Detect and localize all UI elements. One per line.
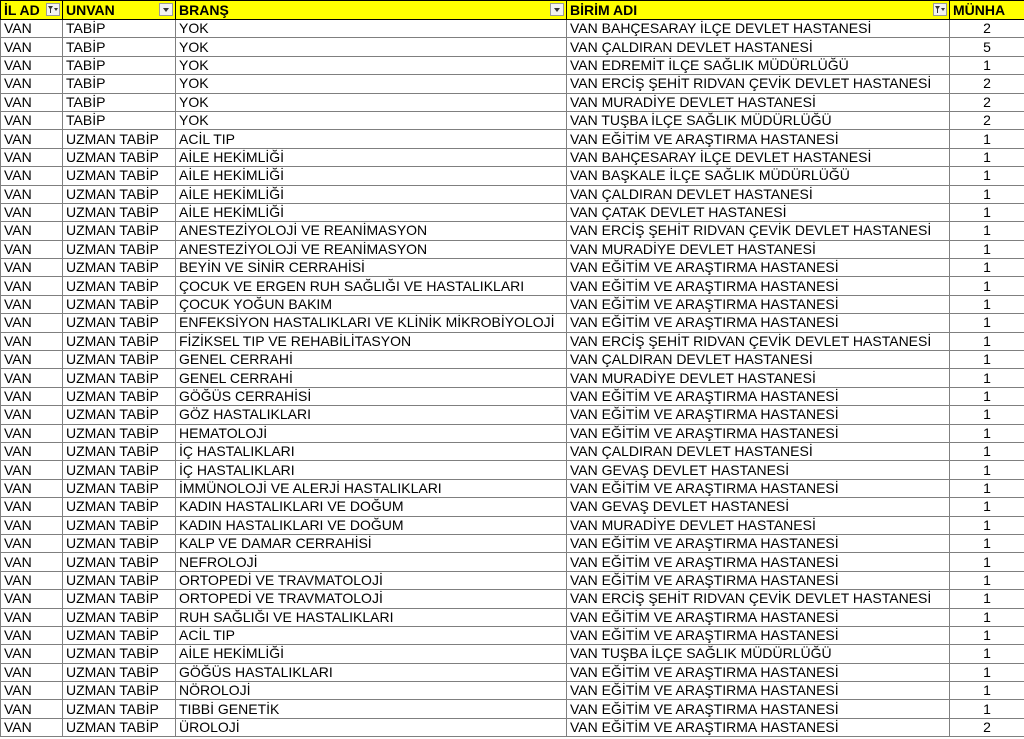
table-row	[1, 406, 1024, 424]
table-row	[1, 259, 1024, 277]
cell-munhal[interactable]: 5	[950, 38, 1024, 56]
cell-il-ad[interactable]: VAN	[1, 479, 63, 497]
cell-munhal[interactable]: 1	[950, 185, 1024, 203]
cell-birim-adi[interactable]: VAN EĞİTİM VE ARAŞTIRMA HASTANESİ	[567, 387, 950, 405]
cell-munhal[interactable]: 1	[950, 167, 1024, 185]
cell-unvan[interactable]: UZMAN TABİP	[63, 259, 176, 277]
cell-il-ad[interactable]: VAN	[1, 663, 63, 681]
cell-birim-adi[interactable]: VAN ÇALDIRAN DEVLET HASTANESİ	[567, 351, 950, 369]
header-label: BRANŞ	[179, 2, 229, 18]
table-row	[1, 387, 1024, 405]
cell-brans[interactable]: GÖZ HASTALIKLARI	[176, 406, 567, 424]
cell-birim-adi[interactable]: VAN TUŞBA İLÇE SAĞLIK MÜDÜRLÜĞÜ	[567, 645, 950, 663]
cell-munhal[interactable]: 1	[950, 240, 1024, 258]
cell-il-ad[interactable]: VAN	[1, 461, 63, 479]
dropdown-arrow-icon[interactable]	[550, 3, 564, 16]
cell-brans[interactable]: RUH SAĞLIĞI VE HASTALIKLARI	[176, 608, 567, 626]
cell-birim-adi[interactable]: VAN EĞİTİM VE ARAŞTIRMA HASTANESİ	[567, 479, 950, 497]
cell-brans[interactable]: KADIN HASTALIKLARI VE DOĞUM	[176, 516, 567, 534]
cell-il-ad[interactable]: VAN	[1, 38, 63, 56]
cell-brans[interactable]: ORTOPEDİ VE TRAVMATOLOJİ	[176, 571, 567, 589]
cell-munhal[interactable]: 2	[950, 93, 1024, 111]
cell-brans[interactable]: ÇOCUK YOĞUN BAKIM	[176, 295, 567, 313]
cell-birim-adi[interactable]: VAN EĞİTİM VE ARAŞTIRMA HASTANESİ	[567, 314, 950, 332]
cell-munhal[interactable]: 1	[950, 553, 1024, 571]
cell-il-ad[interactable]: VAN	[1, 442, 63, 460]
cell-unvan[interactable]: TABİP	[63, 111, 176, 129]
cell-birim-adi[interactable]: VAN ERCİŞ ŞEHİT RIDVAN ÇEVİK DEVLET HASTANESİ	[567, 75, 950, 93]
cell-birim-adi[interactable]: VAN EĞİTİM VE ARAŞTIRMA HASTANESİ	[567, 608, 950, 626]
cell-unvan[interactable]: TABİP	[63, 56, 176, 74]
header-row	[1, 1, 1024, 20]
cell-brans[interactable]: GÖĞÜS CERRAHİSİ	[176, 387, 567, 405]
cell-unvan[interactable]: TABİP	[63, 93, 176, 111]
cell-unvan[interactable]: UZMAN TABİP	[63, 645, 176, 663]
cell-il-ad[interactable]: VAN	[1, 718, 63, 736]
table-row	[1, 498, 1024, 516]
cell-unvan[interactable]: UZMAN TABİP	[63, 534, 176, 552]
table-row	[1, 571, 1024, 589]
cell-munhal[interactable]: 1	[950, 590, 1024, 608]
cell-il-ad[interactable]: VAN	[1, 167, 63, 185]
cell-munhal[interactable]: 1	[950, 148, 1024, 166]
cell-il-ad[interactable]: VAN	[1, 203, 63, 221]
cell-il-ad[interactable]: VAN	[1, 222, 63, 240]
cell-il-ad[interactable]: VAN	[1, 571, 63, 589]
cell-brans[interactable]: YOK	[176, 38, 567, 56]
cell-unvan[interactable]: UZMAN TABİP	[63, 314, 176, 332]
table-body	[1, 20, 1024, 737]
cell-unvan[interactable]: UZMAN TABİP	[63, 498, 176, 516]
cell-munhal[interactable]: 1	[950, 203, 1024, 221]
cell-unvan[interactable]: UZMAN TABİP	[63, 516, 176, 534]
cell-birim-adi[interactable]: VAN EDREMİT İLÇE SAĞLIK MÜDÜRLÜĞÜ	[567, 56, 950, 74]
cell-il-ad[interactable]: VAN	[1, 369, 63, 387]
cell-il-ad[interactable]: VAN	[1, 424, 63, 442]
cell-brans[interactable]: YOK	[176, 111, 567, 129]
cell-brans[interactable]: ÜROLOJİ	[176, 718, 567, 736]
header-munhal[interactable]	[950, 1, 1024, 20]
table-row	[1, 369, 1024, 387]
cell-brans[interactable]: TIBBİ GENETİK	[176, 700, 567, 718]
cell-birim-adi[interactable]: VAN MURADİYE DEVLET HASTANESİ	[567, 93, 950, 111]
table-row	[1, 56, 1024, 74]
cell-birim-adi[interactable]: VAN EĞİTİM VE ARAŞTIRMA HASTANESİ	[567, 130, 950, 148]
header-il-ad[interactable]	[1, 1, 63, 20]
cell-munhal[interactable]: 2	[950, 718, 1024, 736]
cell-brans[interactable]: AİLE HEKİMLİĞİ	[176, 203, 567, 221]
cell-unvan[interactable]: UZMAN TABİP	[63, 663, 176, 681]
cell-birim-adi[interactable]: VAN EĞİTİM VE ARAŞTIRMA HASTANESİ	[567, 571, 950, 589]
cell-munhal[interactable]: 1	[950, 663, 1024, 681]
cell-birim-adi[interactable]: VAN TUŞBA İLÇE SAĞLIK MÜDÜRLÜĞÜ	[567, 111, 950, 129]
header-birim-adi[interactable]	[567, 1, 950, 20]
cell-il-ad[interactable]: VAN	[1, 295, 63, 313]
cell-munhal[interactable]: 2	[950, 111, 1024, 129]
cell-birim-adi[interactable]: VAN BAHÇESARAY İLÇE DEVLET HASTANESİ	[567, 20, 950, 38]
table-row	[1, 700, 1024, 718]
cell-birim-adi[interactable]: VAN EĞİTİM VE ARAŞTIRMA HASTANESİ	[567, 700, 950, 718]
cell-brans[interactable]: ANESTEZİYOLOJİ VE REANİMASYON	[176, 240, 567, 258]
cell-munhal[interactable]: 1	[950, 479, 1024, 497]
header-label: UNVAN	[66, 2, 115, 18]
cell-il-ad[interactable]: VAN	[1, 314, 63, 332]
cell-brans[interactable]: ORTOPEDİ VE TRAVMATOLOJİ	[176, 590, 567, 608]
header-label: BİRİM ADI	[570, 2, 638, 18]
header-label: MÜNHA	[953, 2, 1006, 18]
cell-brans[interactable]: YOK	[176, 56, 567, 74]
cell-brans[interactable]: NÖROLOJİ	[176, 682, 567, 700]
cell-unvan[interactable]: UZMAN TABİP	[63, 442, 176, 460]
table-row	[1, 185, 1024, 203]
cell-birim-adi[interactable]: VAN EĞİTİM VE ARAŞTIRMA HASTANESİ	[567, 424, 950, 442]
table-row	[1, 479, 1024, 497]
cell-il-ad[interactable]: VAN	[1, 332, 63, 350]
cell-il-ad[interactable]: VAN	[1, 553, 63, 571]
cell-unvan[interactable]: UZMAN TABİP	[63, 295, 176, 313]
cell-brans[interactable]: AİLE HEKİMLİĞİ	[176, 645, 567, 663]
cell-birim-adi[interactable]: VAN ÇALDIRAN DEVLET HASTANESİ	[567, 38, 950, 56]
cell-munhal[interactable]: 1	[950, 645, 1024, 663]
cell-unvan[interactable]: TABİP	[63, 20, 176, 38]
cell-birim-adi[interactable]: VAN GEVAŞ DEVLET HASTANESİ	[567, 461, 950, 479]
cell-il-ad[interactable]: VAN	[1, 240, 63, 258]
cell-unvan[interactable]: UZMAN TABİP	[63, 203, 176, 221]
cell-munhal[interactable]: 1	[950, 56, 1024, 74]
cell-munhal[interactable]: 1	[950, 424, 1024, 442]
cell-il-ad[interactable]: VAN	[1, 700, 63, 718]
table-row	[1, 111, 1024, 129]
cell-il-ad[interactable]: VAN	[1, 608, 63, 626]
cell-birim-adi[interactable]: VAN EĞİTİM VE ARAŞTIRMA HASTANESİ	[567, 295, 950, 313]
cell-brans[interactable]: ÇOCUK VE ERGEN RUH SAĞLIĞI VE HASTALIKLARI	[176, 277, 567, 295]
cell-unvan[interactable]: TABİP	[63, 75, 176, 93]
table-row	[1, 222, 1024, 240]
cell-unvan[interactable]: UZMAN TABİP	[63, 626, 176, 644]
table-row	[1, 534, 1024, 552]
cell-brans[interactable]: GENEL CERRAHİ	[176, 369, 567, 387]
table-row	[1, 148, 1024, 166]
table-row	[1, 608, 1024, 626]
cell-il-ad[interactable]: VAN	[1, 130, 63, 148]
table-row	[1, 203, 1024, 221]
table-row	[1, 130, 1024, 148]
table-row	[1, 295, 1024, 313]
cell-unvan[interactable]: UZMAN TABİP	[63, 718, 176, 736]
cell-munhal[interactable]: 1	[950, 461, 1024, 479]
cell-unvan[interactable]: TABİP	[63, 38, 176, 56]
cell-munhal[interactable]: 1	[950, 130, 1024, 148]
cell-birim-adi[interactable]: VAN EĞİTİM VE ARAŞTIRMA HASTANESİ	[567, 406, 950, 424]
table-row	[1, 351, 1024, 369]
cell-il-ad[interactable]: VAN	[1, 534, 63, 552]
filter-active-icon[interactable]	[46, 3, 60, 16]
table-row	[1, 663, 1024, 681]
cell-birim-adi[interactable]: VAN ERCİŞ ŞEHİT RIDVAN ÇEVİK DEVLET HASTANESİ	[567, 590, 950, 608]
cell-il-ad[interactable]: VAN	[1, 75, 63, 93]
cell-munhal[interactable]: 1	[950, 222, 1024, 240]
cell-brans[interactable]: YOK	[176, 75, 567, 93]
cell-birim-adi[interactable]: VAN MURADİYE DEVLET HASTANESİ	[567, 369, 950, 387]
cell-munhal[interactable]: 1	[950, 314, 1024, 332]
table-row	[1, 75, 1024, 93]
cell-unvan[interactable]: UZMAN TABİP	[63, 351, 176, 369]
cell-munhal[interactable]: 1	[950, 351, 1024, 369]
table-row	[1, 277, 1024, 295]
table-row	[1, 626, 1024, 644]
cell-unvan[interactable]: UZMAN TABİP	[63, 222, 176, 240]
cell-unvan[interactable]: UZMAN TABİP	[63, 461, 176, 479]
cell-il-ad[interactable]: VAN	[1, 387, 63, 405]
cell-il-ad[interactable]: VAN	[1, 111, 63, 129]
table-row	[1, 645, 1024, 663]
cell-brans[interactable]: İÇ HASTALIKLARI	[176, 442, 567, 460]
table-row	[1, 93, 1024, 111]
cell-munhal[interactable]: 1	[950, 369, 1024, 387]
cell-il-ad[interactable]: VAN	[1, 682, 63, 700]
cell-brans[interactable]: YOK	[176, 20, 567, 38]
cell-il-ad[interactable]: VAN	[1, 259, 63, 277]
cell-birim-adi[interactable]: VAN EĞİTİM VE ARAŞTIRMA HASTANESİ	[567, 663, 950, 681]
cell-unvan[interactable]: UZMAN TABİP	[63, 369, 176, 387]
cell-il-ad[interactable]: VAN	[1, 498, 63, 516]
cell-munhal[interactable]: 2	[950, 75, 1024, 93]
cell-unvan[interactable]: UZMAN TABİP	[63, 424, 176, 442]
cell-unvan[interactable]: UZMAN TABİP	[63, 406, 176, 424]
table-row	[1, 461, 1024, 479]
cell-brans[interactable]: KADIN HASTALIKLARI VE DOĞUM	[176, 498, 567, 516]
cell-birim-adi[interactable]: VAN EĞİTİM VE ARAŞTIRMA HASTANESİ	[567, 259, 950, 277]
cell-il-ad[interactable]: VAN	[1, 516, 63, 534]
cell-brans[interactable]: AİLE HEKİMLİĞİ	[176, 148, 567, 166]
cell-munhal[interactable]: 1	[950, 516, 1024, 534]
cell-brans[interactable]: ENFEKSİYON HASTALIKLARI VE KLİNİK MİKROBİYOLOJİ	[176, 314, 567, 332]
cell-munhal[interactable]: 1	[950, 442, 1024, 460]
table-row	[1, 718, 1024, 736]
cell-birim-adi[interactable]: VAN ÇATAK DEVLET HASTANESİ	[567, 203, 950, 221]
cell-unvan[interactable]: UZMAN TABİP	[63, 332, 176, 350]
cell-unvan[interactable]: UZMAN TABİP	[63, 185, 176, 203]
cell-brans[interactable]: İÇ HASTALIKLARI	[176, 461, 567, 479]
cell-munhal[interactable]: 1	[950, 332, 1024, 350]
cell-munhal[interactable]: 1	[950, 682, 1024, 700]
cell-il-ad[interactable]: VAN	[1, 626, 63, 644]
cell-il-ad[interactable]: VAN	[1, 148, 63, 166]
cell-il-ad[interactable]: VAN	[1, 351, 63, 369]
cell-birim-adi[interactable]: VAN MURADİYE DEVLET HASTANESİ	[567, 240, 950, 258]
cell-birim-adi[interactable]: VAN EĞİTİM VE ARAŞTIRMA HASTANESİ	[567, 277, 950, 295]
cell-unvan[interactable]: UZMAN TABİP	[63, 608, 176, 626]
cell-il-ad[interactable]: VAN	[1, 277, 63, 295]
cell-brans[interactable]: AİLE HEKİMLİĞİ	[176, 167, 567, 185]
table-row	[1, 20, 1024, 38]
dropdown-arrow-icon[interactable]	[159, 3, 173, 16]
cell-birim-adi[interactable]: VAN EĞİTİM VE ARAŞTIRMA HASTANESİ	[567, 553, 950, 571]
cell-il-ad[interactable]: VAN	[1, 406, 63, 424]
cell-il-ad[interactable]: VAN	[1, 185, 63, 203]
cell-il-ad[interactable]: VAN	[1, 590, 63, 608]
cell-unvan[interactable]: UZMAN TABİP	[63, 553, 176, 571]
cell-brans[interactable]: HEMATOLOJİ	[176, 424, 567, 442]
table-row	[1, 682, 1024, 700]
cell-birim-adi[interactable]: VAN BAHÇESARAY İLÇE DEVLET HASTANESİ	[567, 148, 950, 166]
table-row	[1, 240, 1024, 258]
cell-munhal[interactable]: 1	[950, 571, 1024, 589]
cell-unvan[interactable]: UZMAN TABİP	[63, 167, 176, 185]
cell-brans[interactable]: BEYİN VE SİNİR CERRAHİSİ	[176, 259, 567, 277]
table-row	[1, 442, 1024, 460]
cell-unvan[interactable]: UZMAN TABİP	[63, 479, 176, 497]
cell-munhal[interactable]: 1	[950, 498, 1024, 516]
cell-birim-adi[interactable]: VAN EĞİTİM VE ARAŞTIRMA HASTANESİ	[567, 626, 950, 644]
cell-munhal[interactable]: 1	[950, 387, 1024, 405]
cell-unvan[interactable]: UZMAN TABİP	[63, 387, 176, 405]
cell-birim-adi[interactable]: VAN ÇALDIRAN DEVLET HASTANESİ	[567, 442, 950, 460]
cell-brans[interactable]: YOK	[176, 93, 567, 111]
cell-munhal[interactable]: 1	[950, 534, 1024, 552]
header-brans[interactable]	[176, 1, 567, 20]
cell-birim-adi[interactable]: VAN ERCİŞ ŞEHİT RIDVAN ÇEVİK DEVLET HASTANESİ	[567, 332, 950, 350]
cell-brans[interactable]: FİZİKSEL TIP VE REHABİLİTASYON	[176, 332, 567, 350]
cell-brans[interactable]: ANESTEZİYOLOJİ VE REANİMASYON	[176, 222, 567, 240]
table-row	[1, 424, 1024, 442]
cell-birim-adi[interactable]: VAN ERCİŞ ŞEHİT RIDVAN ÇEVİK DEVLET HASTANESİ	[567, 222, 950, 240]
cell-unvan[interactable]: UZMAN TABİP	[63, 148, 176, 166]
table-row	[1, 332, 1024, 350]
table-row	[1, 516, 1024, 534]
cell-il-ad[interactable]: VAN	[1, 93, 63, 111]
cell-birim-adi[interactable]: VAN EĞİTİM VE ARAŞTIRMA HASTANESİ	[567, 718, 950, 736]
header-label: İL AD	[4, 2, 40, 18]
cell-unvan[interactable]: UZMAN TABİP	[63, 590, 176, 608]
cell-birim-adi[interactable]: VAN BAŞKALE İLÇE SAĞLIK MÜDÜRLÜĞÜ	[567, 167, 950, 185]
cell-brans[interactable]: GÖĞÜS HASTALIKLARI	[176, 663, 567, 681]
cell-birim-adi[interactable]: VAN EĞİTİM VE ARAŞTIRMA HASTANESİ	[567, 682, 950, 700]
cell-il-ad[interactable]: VAN	[1, 20, 63, 38]
cell-brans[interactable]: NEFROLOJİ	[176, 553, 567, 571]
header-unvan[interactable]	[63, 1, 176, 20]
cell-munhal[interactable]: 1	[950, 700, 1024, 718]
cell-birim-adi[interactable]: VAN EĞİTİM VE ARAŞTIRMA HASTANESİ	[567, 534, 950, 552]
cell-brans[interactable]: ACİL TIP	[176, 626, 567, 644]
table-row	[1, 314, 1024, 332]
cell-munhal[interactable]: 1	[950, 608, 1024, 626]
cell-brans[interactable]: ACİL TIP	[176, 130, 567, 148]
cell-munhal[interactable]: 1	[950, 406, 1024, 424]
cell-unvan[interactable]: UZMAN TABİP	[63, 682, 176, 700]
cell-il-ad[interactable]: VAN	[1, 645, 63, 663]
cell-birim-adi[interactable]: VAN ÇALDIRAN DEVLET HASTANESİ	[567, 185, 950, 203]
cell-munhal[interactable]: 1	[950, 295, 1024, 313]
table-row	[1, 590, 1024, 608]
table-row	[1, 553, 1024, 571]
cell-brans[interactable]: GENEL CERRAHİ	[176, 351, 567, 369]
cell-unvan[interactable]: UZMAN TABİP	[63, 130, 176, 148]
cell-munhal[interactable]: 1	[950, 259, 1024, 277]
cell-munhal[interactable]: 2	[950, 20, 1024, 38]
table-row	[1, 167, 1024, 185]
cell-munhal[interactable]: 1	[950, 626, 1024, 644]
table-row	[1, 38, 1024, 56]
cell-brans[interactable]: İMMÜNOLOJİ VE ALERJİ HASTALIKLARI	[176, 479, 567, 497]
cell-birim-adi[interactable]: VAN GEVAŞ DEVLET HASTANESİ	[567, 498, 950, 516]
cell-il-ad[interactable]: VAN	[1, 56, 63, 74]
cell-unvan[interactable]: UZMAN TABİP	[63, 277, 176, 295]
cell-birim-adi[interactable]: VAN MURADİYE DEVLET HASTANESİ	[567, 516, 950, 534]
cell-unvan[interactable]: UZMAN TABİP	[63, 240, 176, 258]
cell-brans[interactable]: KALP VE DAMAR CERRAHİSİ	[176, 534, 567, 552]
cell-munhal[interactable]: 1	[950, 277, 1024, 295]
filter-active-icon[interactable]	[933, 3, 947, 16]
cell-unvan[interactable]: UZMAN TABİP	[63, 700, 176, 718]
cell-brans[interactable]: AİLE HEKİMLİĞİ	[176, 185, 567, 203]
cell-unvan[interactable]: UZMAN TABİP	[63, 571, 176, 589]
